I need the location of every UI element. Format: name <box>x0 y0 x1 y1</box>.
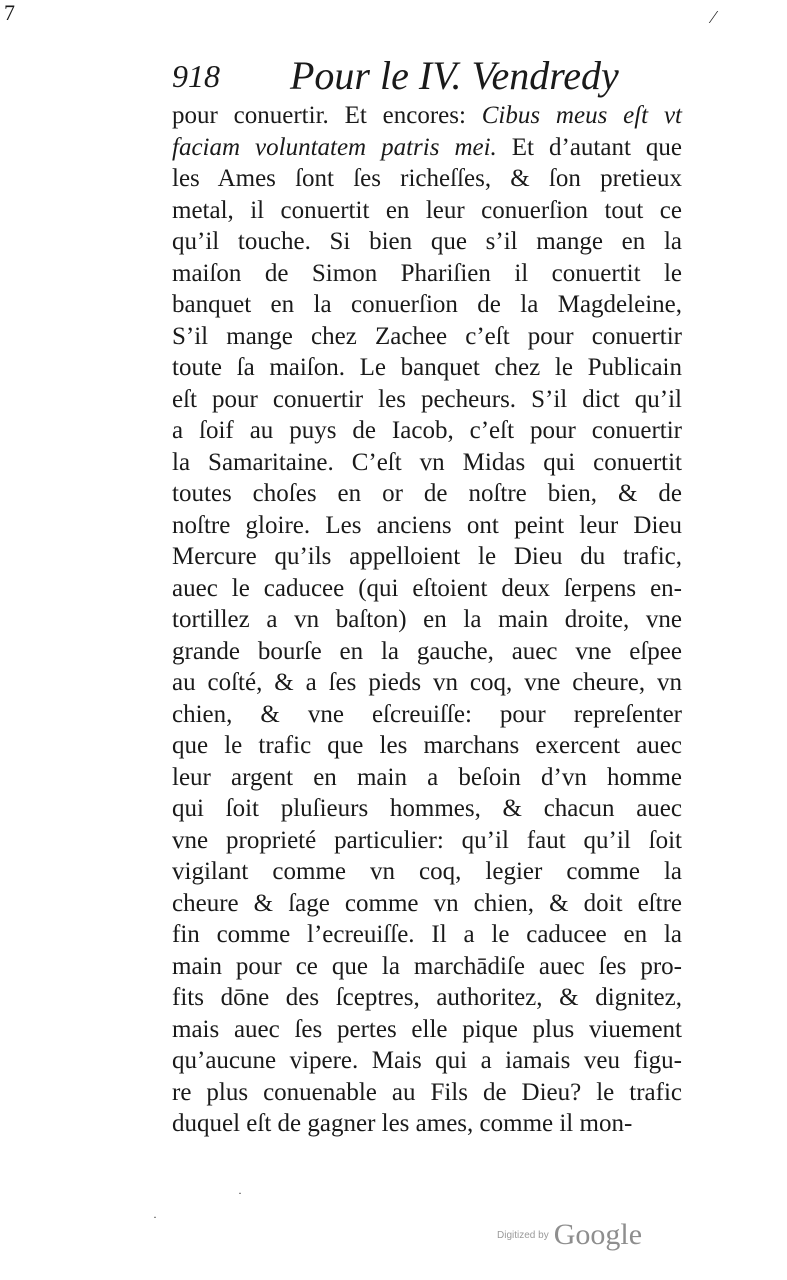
corner-mark-left: 7 <box>4 0 15 25</box>
text-segment: Et d’autant que <box>496 133 682 161</box>
text-line <box>172 699 682 731</box>
text-segment: a ſoif au puys de Iacob, c’eſt pour conuertir <box>172 417 682 444</box>
text-segment: qui ſoit pluſieurs hommes, & chacun auec <box>172 795 682 822</box>
latin-quote: Cibus meus eſt vt <box>481 102 682 129</box>
text-segment: qu’aucune vipere. Mais qui a iamais veu figu- <box>172 1047 682 1074</box>
text-segment: toute ſa maiſon. Le banquet chez le Publicain <box>172 354 682 381</box>
text-line <box>172 888 682 920</box>
text-segment: pour conuertir. Et encores: <box>172 102 482 129</box>
text-line <box>172 982 682 1014</box>
text-line <box>172 447 682 479</box>
text-segment: metal, il conuertit en leur conuerſion tout ce <box>172 196 682 224</box>
text-segment: duquel eſt de gagner les ames, comme il mon- <box>172 1110 633 1137</box>
digitized-watermark <box>497 1218 642 1252</box>
text-line <box>172 195 682 227</box>
text-line <box>172 478 682 510</box>
text-segment: fin comme l’ecreuiſſe. Il a le caducee en la <box>172 921 682 948</box>
text-line <box>172 1045 682 1077</box>
text-line <box>172 919 682 951</box>
text-line <box>172 258 682 290</box>
text-line <box>172 730 682 762</box>
text-line <box>172 226 682 258</box>
text-line <box>172 1014 682 1046</box>
text-line <box>172 793 682 825</box>
text-segment: tortillez a vn baſton) en la main droite, vne <box>172 606 682 633</box>
text-segment: chien, & vne eſcreuiſſe: pour repreſenter <box>172 700 682 728</box>
running-head: Pour le IV. Vendredy <box>290 53 619 98</box>
text-line <box>172 762 682 794</box>
body-text <box>172 100 682 1140</box>
text-segment: noſtre gloire. Les anciens ont peint leur Dieu <box>172 511 682 539</box>
page-number: 918 <box>172 58 220 94</box>
watermark-prefix: Digitized by <box>497 1229 549 1241</box>
text-segment: cheure & ſage comme vn chien, & doit eſtre <box>172 889 682 917</box>
text-line <box>172 636 682 668</box>
text-line <box>172 289 682 321</box>
text-segment: les Ames ſont ſes richeſſes, & ſon pretieux <box>172 165 682 192</box>
text-line <box>172 510 682 542</box>
text-line <box>172 384 682 416</box>
text-line <box>172 100 682 132</box>
text-line <box>172 541 682 573</box>
text-line <box>172 951 682 983</box>
text-line <box>172 604 682 636</box>
text-segment: eſt pour conuertir les pecheurs. S’il dict qu’il <box>172 385 682 413</box>
text-line <box>172 573 682 605</box>
text-line <box>172 352 682 384</box>
text-line <box>172 132 682 164</box>
corner-mark-right: ⁄ <box>712 7 716 27</box>
text-segment: mais auec ſes pertes elle pique plus viuement <box>172 1015 682 1043</box>
text-segment: leur argent en main a beſoin d’vn homme <box>172 763 682 791</box>
text-line <box>172 1077 682 1109</box>
text-segment: main pour ce que la marchādiſe auec ſes pro- <box>172 952 682 980</box>
text-line <box>172 856 682 888</box>
text-segment: toutes choſes en or de noſtre bien, & de <box>172 480 682 507</box>
text-line <box>172 321 682 353</box>
page-header <box>172 52 692 102</box>
text-segment: au coſté, & a ſes pieds vn coq, vne cheure, vn <box>172 669 682 696</box>
text-line <box>172 415 682 447</box>
text-line <box>172 667 682 699</box>
text-segment: vigilant comme vn coq, legier comme la <box>172 858 682 885</box>
text-line <box>172 825 682 857</box>
ink-speck: · <box>153 1210 157 1224</box>
latin-quote: faciam voluntatem patris mei. <box>172 133 497 161</box>
text-segment: Mercure qu’ils appelloient le Dieu du trafic, <box>172 543 682 570</box>
text-line <box>172 163 682 195</box>
google-logo: Google <box>553 1218 643 1251</box>
text-line <box>172 1108 682 1140</box>
ink-speck: · <box>238 1186 242 1200</box>
text-segment: maiſon de Simon Phariſien il conuertit le <box>172 259 682 287</box>
text-segment: que le trafic que les marchans exercent auec <box>172 732 682 759</box>
text-segment: fits dōne des ſceptres, authoritez, & dignitez, <box>172 984 682 1011</box>
text-segment: auec le caducee (qui eſtoient deux ſerpens en- <box>172 574 682 602</box>
text-segment: re plus conuenable au Fils de Dieu? le trafic <box>172 1078 682 1106</box>
text-segment: vne proprieté particulier: qu’il faut qu’il ſoit <box>172 826 682 854</box>
text-segment: grande bourſe en la gauche, auec vne eſpee <box>172 637 682 665</box>
text-segment: banquet en la conuerſion de la Magdeleine, <box>172 291 682 318</box>
text-segment: qu’il touche. Si bien que s’il mange en la <box>172 228 682 255</box>
text-segment: la Samaritaine. C’eſt vn Midas qui conuertit <box>172 448 682 476</box>
text-segment: S’il mange chez Zachee c’eſt pour conuertir <box>172 322 682 350</box>
